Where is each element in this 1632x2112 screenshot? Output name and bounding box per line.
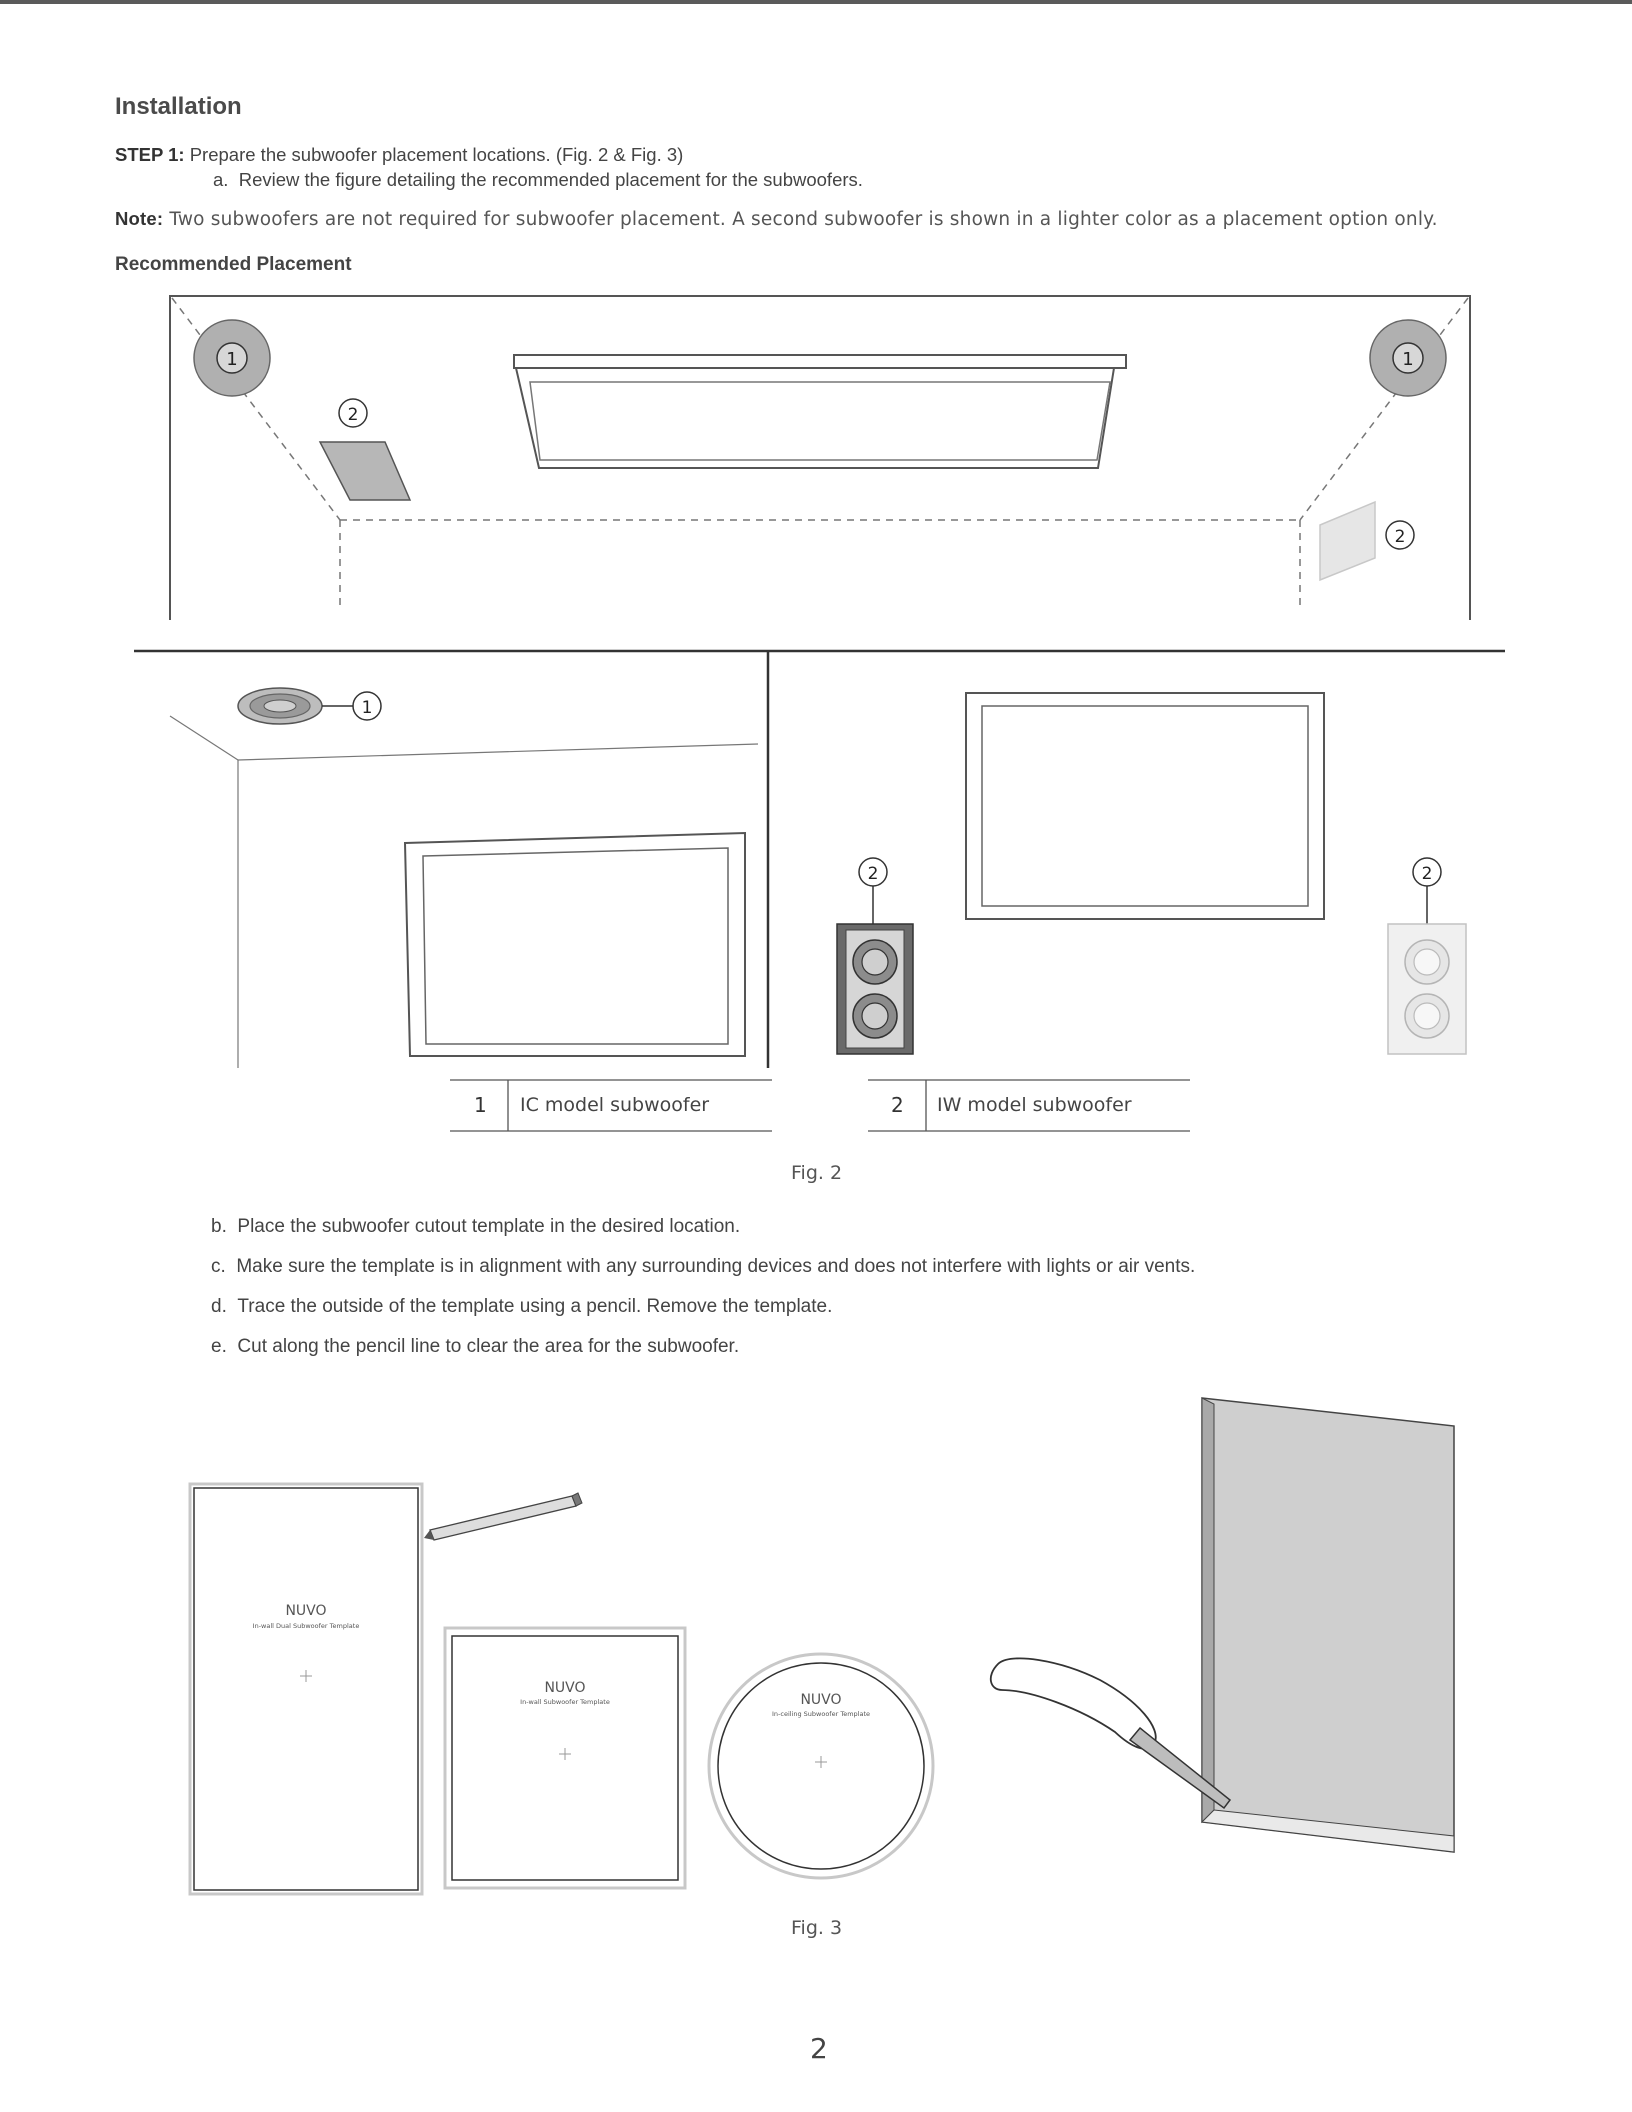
page-number: 2 (810, 2032, 828, 2065)
ceiling-subwoofer-template (709, 1654, 933, 1878)
step-d: d. Trace the outside of the template using a pencil. Remove the template. (211, 1296, 833, 1317)
room-ceiling-diagram (160, 290, 1480, 630)
template-1-brand: NUVO (285, 1603, 327, 1619)
fig-2-caption: Fig. 2 (791, 1162, 843, 1184)
step-c: c. Make sure the template is in alignment with any surrounding devices and does not interfere with lights or air vents. (211, 1256, 1196, 1277)
callout-1-panel: 1 (361, 698, 373, 718)
iw-subwoofer-dark (837, 858, 913, 1054)
step-1-substep-a: a. Review the figure detailing the recommended placement for the subwoofers. (213, 169, 863, 190)
template-3-brand: NUVO (800, 1692, 842, 1708)
note (115, 208, 1438, 230)
tv-left-panel (405, 833, 745, 1056)
callout-2-left: 2 (347, 405, 359, 425)
step-e: e. Cut along the pencil line to clear the area for the subwoofer. (211, 1336, 740, 1357)
template-1-title: In-wall Dual Subwoofer Template (252, 1622, 360, 1630)
step-1-label: STEP 1: (115, 144, 185, 165)
callout-2-panel-light: 2 (1421, 864, 1433, 884)
step-1 (115, 144, 683, 166)
callout-2-right: 2 (1394, 527, 1406, 547)
ceiling-light-fixture (514, 355, 1126, 468)
ic-subwoofer-right (1370, 320, 1446, 396)
iw-subwoofer-right-light (1320, 502, 1414, 580)
wall-placement-diagram (130, 648, 1510, 1068)
template-2-title: In-wall Subwoofer Template (520, 1698, 610, 1706)
ic-subwoofer-left (194, 320, 270, 396)
iw-subwoofer-left (320, 399, 410, 500)
legend-num-2: 2 (891, 1093, 904, 1117)
template-2-brand: NUVO (544, 1680, 586, 1696)
ic-subwoofer-ceiling (238, 688, 381, 724)
dual-subwoofer-template (190, 1484, 422, 1894)
callout-1-right: 1 (1402, 349, 1414, 370)
step-b: b. Place the subwoofer cutout template in the desired location. (211, 1216, 741, 1237)
template-illustration (180, 1390, 1480, 1900)
iw-subwoofer-light (1388, 858, 1466, 1054)
recommended-placement-heading: Recommended Placement (115, 254, 352, 275)
drywall-saw-icon (991, 1658, 1230, 1808)
top-rule (0, 0, 1632, 4)
drywall-panel (1202, 1398, 1454, 1852)
legend-num-1: 1 (474, 1093, 487, 1117)
legend-label-1: IC model subwoofer (520, 1094, 710, 1116)
single-subwoofer-template (445, 1628, 685, 1888)
tv-right-panel (966, 693, 1324, 919)
step-1-text: Prepare the subwoofer placement locations. (Fig. 2 & Fig. 3) (189, 144, 684, 165)
callout-1-left: 1 (226, 349, 238, 370)
note-text: Two subwoofers are not required for subwoofer placement. A second subwoofer is shown in a lighter color as a placement option only. (169, 209, 1438, 230)
template-3-title: In-ceiling Subwoofer Template (771, 1710, 871, 1718)
pencil-icon (424, 1493, 582, 1540)
callout-2-panel-dark: 2 (867, 864, 879, 884)
fig-3-caption: Fig. 3 (791, 1917, 843, 1939)
note-label: Note: (115, 208, 164, 229)
legend-label-2: IW model subwoofer (937, 1094, 1132, 1116)
section-heading: Installation (115, 93, 242, 120)
